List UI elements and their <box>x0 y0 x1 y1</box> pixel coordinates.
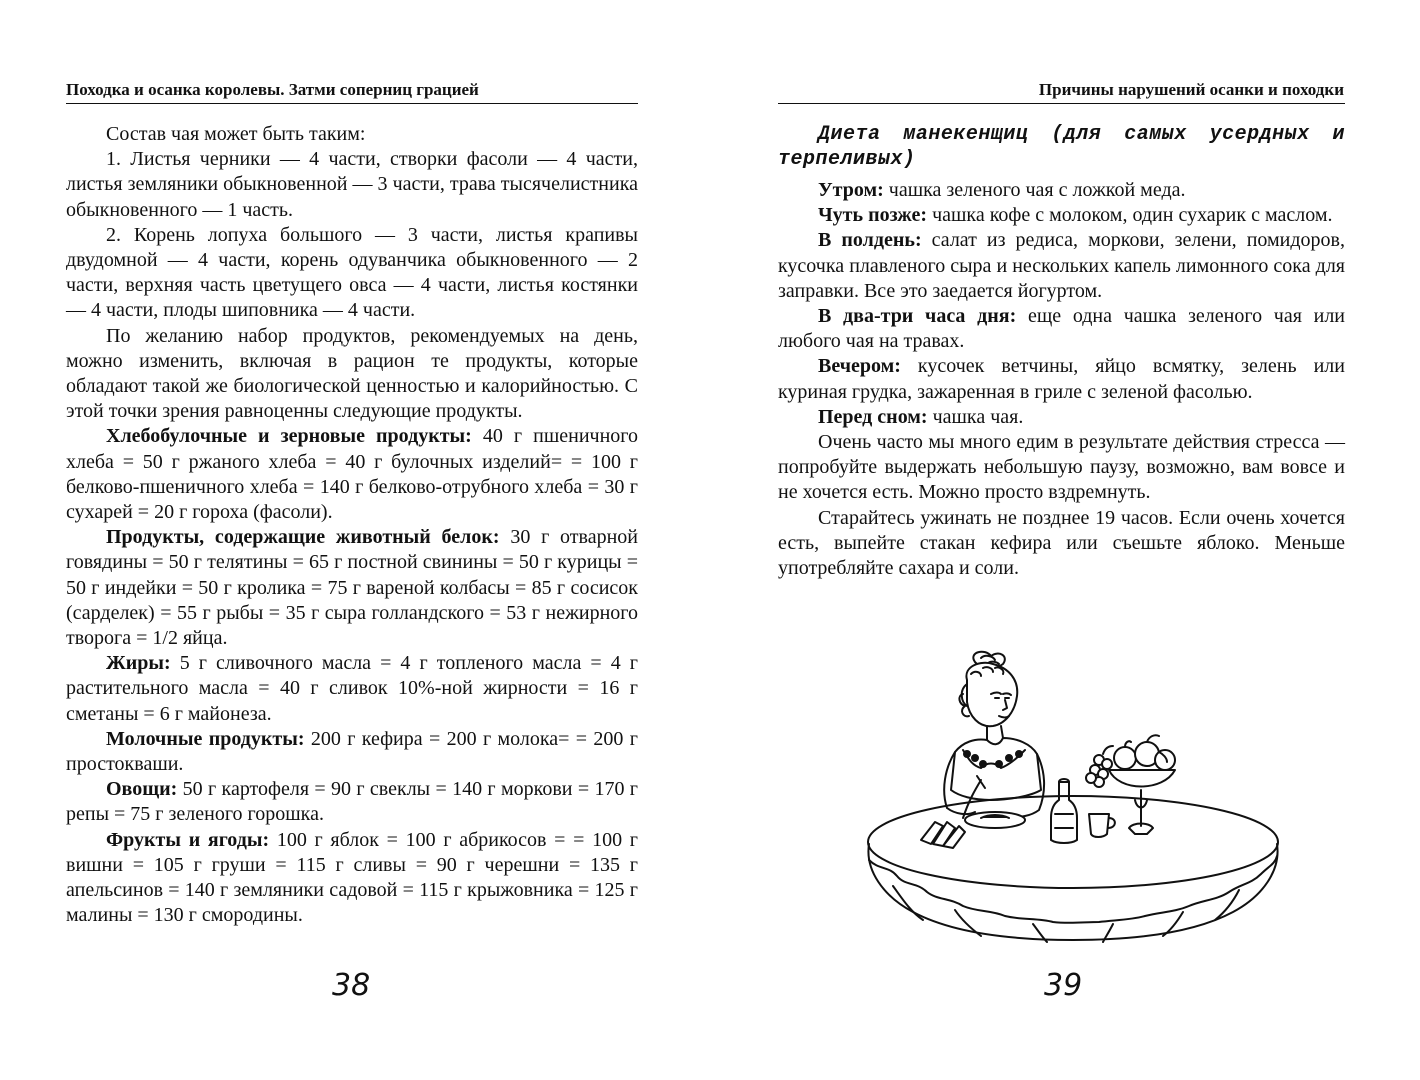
group-fruits <box>66 828 638 929</box>
grapes <box>1086 746 1113 787</box>
meal-later <box>778 203 1345 228</box>
meal-evening <box>778 354 1345 404</box>
group-label: Фрукты и ягоды: <box>106 828 270 851</box>
group-protein <box>66 525 638 651</box>
meal-label: Утром: <box>818 179 884 201</box>
group-label: Молочные продукты: <box>106 727 305 750</box>
group-vegetables <box>66 777 638 827</box>
group-label: Продукты, содержащие животный белок: <box>106 526 500 549</box>
woman-at-table-illustration <box>863 650 1283 950</box>
tea-recipe-1: 1. Листья черники — 4 части, створки фасоли — 4 части, листья земляники обыкновенной — 3 части, трава тысячелистника обыкновенного — 1 часть. <box>66 148 638 221</box>
group-text: 200 г кефира = 200 г молока= = 200 г простокваши. <box>66 727 638 776</box>
meal-label: В два-три часа дня: <box>818 305 1017 328</box>
group-bread <box>66 424 638 525</box>
running-head-right: Причины нарушений осанки и походки <box>1038 80 1344 99</box>
cup <box>1089 814 1109 837</box>
fruit-bowl <box>1109 770 1175 787</box>
meal-label: Вечером: <box>818 355 901 378</box>
meal-text: салат из редиса, моркови, зелени, помидоров, кусочка плавленого сыра и нескольких капель лимонного сока для заправки. Все это заедается йогуртом. <box>778 229 1345 302</box>
group-label: Хлебобулочные и зерновые продукты: <box>106 425 472 448</box>
group-text: 30 г отварной говядины = 50 г телятины = 65 г постной свинины = 50 г курицы = 50 г индейки = 50 г кролика = 75 г вареной колбасы = 85 г сосисок (сарделек) = 55 г рыбы = 35 г сыра голландского = 53 г нежирного творога = 1/2 яйца. <box>66 526 638 650</box>
group-text: 5 г сливочного масла = 4 г топленого масла = 4 г растительного масла = 40 г сливок 10%-ной жирности = 16 г сметаны = 6 г майонеза. <box>66 652 638 725</box>
bottle <box>1051 779 1077 843</box>
group-label: Жиры: <box>106 652 171 675</box>
group-text: 100 г яблок = 100 г абрикосов = = 100 г вишни = 105 г груши = 115 г сливы = 90 г черешни = 135 г апельсинов = 140 г земляники садовой = 115 г крыжовника = 125 г малины = 130 г смородины. <box>66 828 638 927</box>
head-rule-right <box>778 103 1345 104</box>
group-label: Овощи: <box>106 778 178 801</box>
meal-text: чашка чая. <box>927 405 1024 428</box>
cards <box>921 822 965 848</box>
meal-morning <box>778 178 1345 203</box>
meal-text: чашка зеленого чая с ложкой меда. <box>883 179 1186 201</box>
page-number-right: 39 <box>1044 968 1083 1003</box>
page-number-left: 38 <box>332 968 371 1003</box>
right-page <box>710 0 1420 1080</box>
group-text: 50 г картофеля = 90 г свеклы = 140 г моркови = 170 г репы = 75 г зеленого горошка. <box>66 778 638 826</box>
equivalents-note: По желанию набор продуктов, рекомендуемых на день, можно изменить, включая в рацион те продукты, которые обладают такой же биологической ценностью и калорийностью. С этой точки зрения равноценны следующие продукты. <box>66 324 638 423</box>
meal-label: Перед сном: <box>818 405 928 428</box>
left-text-block <box>66 122 638 929</box>
tablecloth <box>868 844 1277 940</box>
meal-bedtime <box>778 405 1345 430</box>
meal-text: еще одна чашка зеленого чая или любого чая на травах. <box>778 305 1345 353</box>
stress-paragraph: Очень часто мы много едим в результате действия стресса — попробуйте выдержать небольшую паузу, возможно, вам вовсе и не хочется есть. Можно просто вздремнуть. <box>778 431 1345 504</box>
meal-afternoon <box>778 304 1345 354</box>
meal-text: чашка кофе с молоком, один сухарик с маслом. <box>927 204 1333 227</box>
group-fats <box>66 651 638 727</box>
dinner-paragraph: Старайтесь ужинать не позднее 19 часов. Если очень хочется есть, выпейте стакан кефира или съешьте яблоко. Меньше употребляйте сахара и соли. <box>778 506 1345 580</box>
tea-intro: Состав чая может быть таким: <box>106 123 366 145</box>
tea-recipe-2: 2. Корень лопуха большого — 3 части, листья крапивы двудомной — 4 части, корень одуванчика обыкновенного — 2 части, верхняя часть цветущего овса — 4 части, листья костянки — 4 части, плоды шиповника — 4 части. <box>66 223 638 322</box>
group-text: 40 г пшеничного хлеба = 50 г ржаного хлеба = 40 г булочных изделий= = 100 г белково-пшеничного хлеба = 140 г белково-отрубного хлеба = 30 г сухарей = 20 г гороха (фасоли). <box>66 425 638 524</box>
meal-noon <box>778 228 1345 304</box>
meal-label: Чуть позже: <box>818 204 928 227</box>
diet-title: Диета манекенщиц (для самых усердных и терпеливых) <box>778 123 1345 171</box>
running-head-left: Походка и осанка королевы. Затми соперниц грацией <box>66 80 479 99</box>
head-rule-left <box>66 103 638 104</box>
meal-text: кусочек ветчины, яйцо всмятку, зелень или куриная грудка, зажаренная в гриле с зеленой фасолью. <box>778 355 1345 403</box>
right-text-block <box>778 122 1345 581</box>
group-dairy <box>66 727 638 777</box>
dress <box>951 738 1041 800</box>
meal-label: В полдень: <box>818 229 922 252</box>
